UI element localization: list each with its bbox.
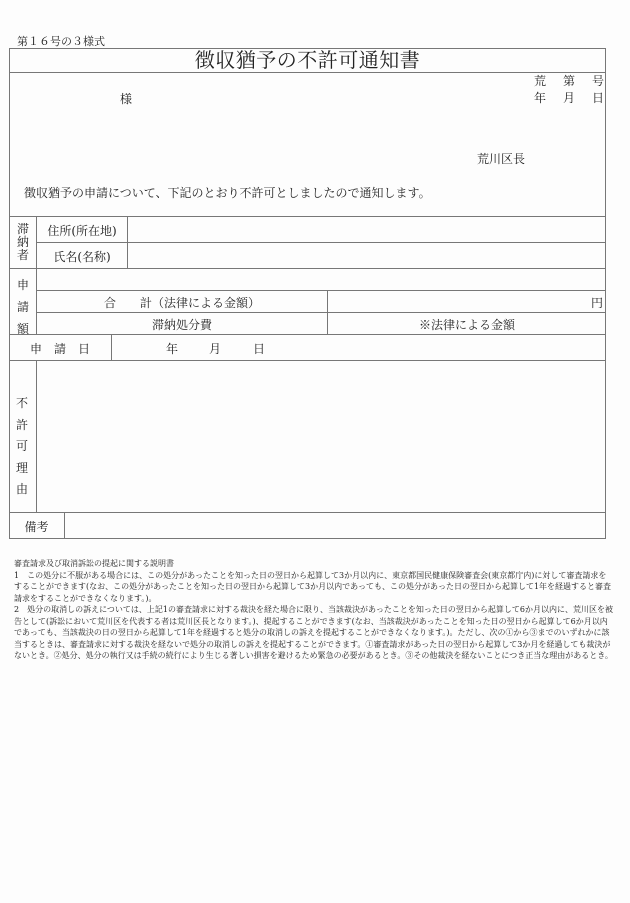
taxpayer-group-label: 滞 納 者	[16, 222, 29, 262]
amount-field[interactable]	[40, 271, 600, 287]
total-label: 合 計（法律による金額）	[103, 296, 260, 310]
form-number: 第１６号の３様式	[17, 35, 105, 48]
notice-text: 徴収猶予の申請について、下記のとおり不許可としましたので通知します。	[24, 186, 431, 200]
total-unit: 円	[591, 296, 604, 310]
divider	[111, 334, 112, 360]
address-field[interactable]	[130, 219, 602, 239]
addressee-suffix: 様	[120, 92, 133, 106]
divider	[36, 242, 606, 243]
divider	[9, 268, 606, 269]
explanation-item-1: 1 この処分に不服がある場合には、この処分があったことを知った日の翌日から起算して3か月以内に、東京都国民健康保険審査会(東京都庁内)に対して審査請求をすることができます(なお、この処分があったことを知った日の翌日から起算して3か月以内であっても、この処分があった日の翌日から起算して1年を経過すると審査請求をすることができなくなります。)。	[14, 570, 612, 603]
divider	[127, 216, 128, 268]
date-day: 日	[253, 342, 266, 356]
divider	[9, 334, 606, 335]
divider	[9, 72, 606, 73]
remarks-field[interactable]	[68, 515, 602, 536]
explanation-item-2: 2 処分の取消しの訴えについては、上記1の審査請求に対する裁決を経た場合に限り、当該裁決があったことを知った日の翌日から起算して6か月以内に、荒川区を被告として(訴訟において荒川区を代表する者は荒川区長となります。)、提起することができます(なお、当該裁決があったことを知った日の翌日から起算して6か月以内であっても、当該裁決の日の翌日から起算して1年を経過すると処分の取消しの訴えを提起することができなくなります。)。ただし、次の①から③までのいずれかに該当するときは、審査請求に対する裁決を経ないで処分の取消しの訴えを提起することができます。①審査請求があった日の翌日から起算して3か月を経過しても裁決がないとき。②処分、処分の執行又は手続の続行により生じる著しい損害を避けるため緊急の必要があるとき。③その他裁決を経ないことにつき正当な理由があるとき。	[14, 605, 614, 660]
document-title: 徴収猶予の不許可通知書	[194, 48, 421, 72]
explanation-heading: 審査請求及び取消訴訟の提起に関する説明書	[14, 559, 174, 568]
remarks-label: 備考	[24, 520, 49, 534]
divider	[64, 512, 65, 539]
divider	[36, 360, 37, 512]
date-month: 月	[209, 342, 222, 356]
divider	[9, 512, 606, 513]
divider	[9, 360, 606, 361]
denial-reason-field[interactable]	[40, 364, 602, 508]
divider	[9, 216, 606, 217]
name-field[interactable]	[130, 245, 602, 265]
amount-group-label: 申 請 額	[16, 278, 29, 336]
application-date-label: 申 請 日	[29, 342, 90, 356]
divider	[36, 312, 606, 313]
fee-label: 滞納処分費	[151, 318, 212, 332]
denial-reason-label: 不 許 可 理 由	[15, 396, 28, 496]
document-number: 荒 第 号 年 月 日	[534, 74, 605, 105]
divider	[36, 290, 606, 291]
explanation	[14, 558, 614, 662]
address-label: 住所(所在地)	[47, 224, 117, 238]
name-label: 氏名(名称)	[53, 250, 111, 264]
issuer: 荒川区長	[477, 152, 526, 166]
date-year: 年	[166, 342, 179, 356]
fee-note: ※法律による金額	[418, 318, 515, 332]
